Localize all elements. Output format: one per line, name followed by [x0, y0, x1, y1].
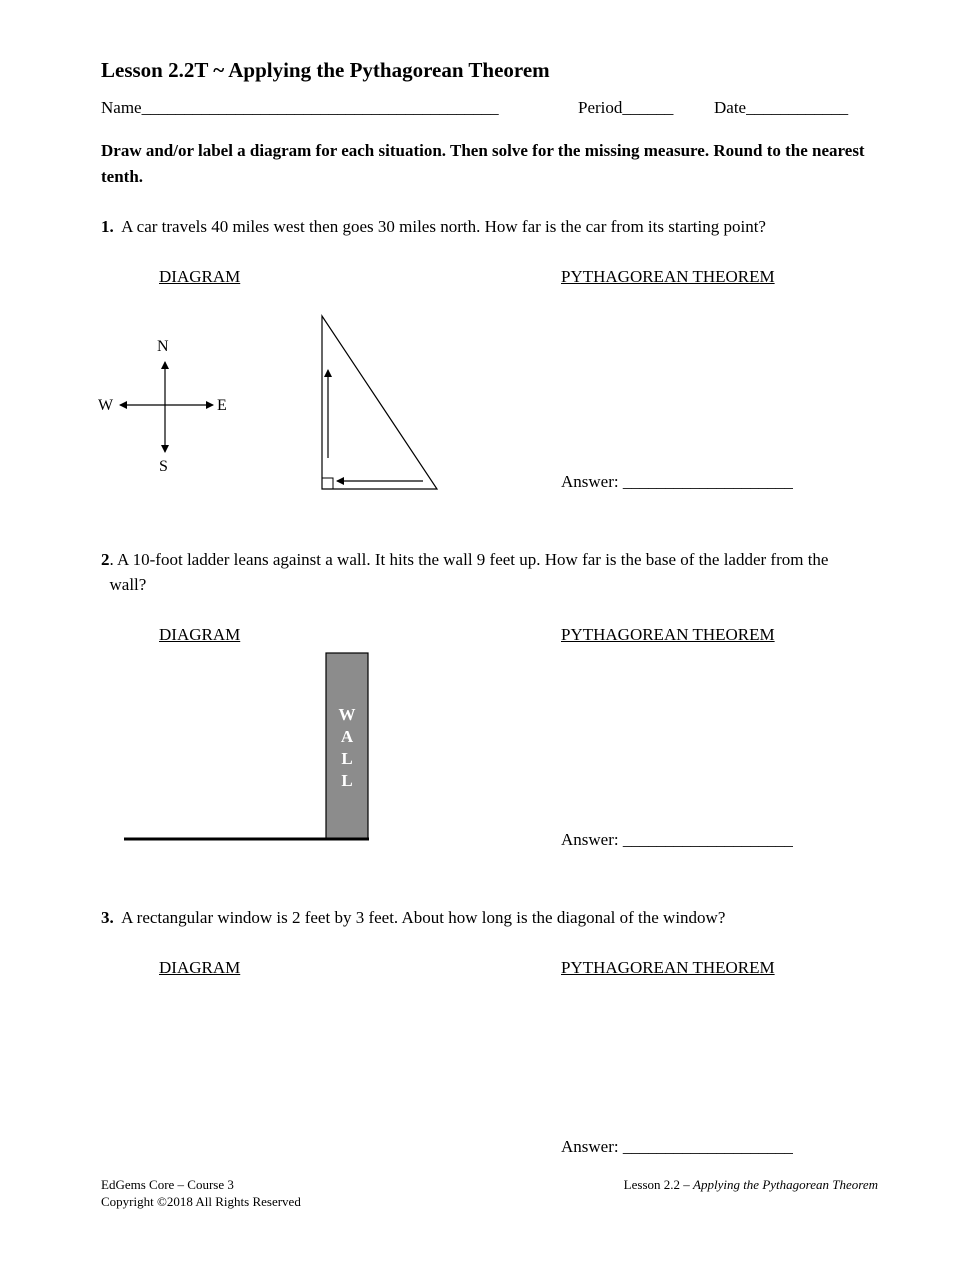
wall-letter: W: [338, 705, 356, 724]
wall-letter: L: [341, 749, 353, 768]
question-1: [101, 214, 891, 239]
question-2: [101, 547, 891, 597]
diagram-heading: DIAGRAM: [159, 267, 241, 286]
theorem-heading: PYTHAGOREAN THEOREM: [561, 267, 775, 286]
date-field[interactable]: Date____________: [714, 98, 849, 117]
page-title: Lesson 2.2T ~ Applying the Pythagorean Theorem: [101, 58, 550, 82]
footer-right: [624, 1176, 878, 1193]
compass-west-label: W: [98, 397, 114, 414]
compass-east-label: E: [217, 397, 227, 414]
name-field[interactable]: Name__________________________________________: [101, 98, 499, 117]
wall-letter: L: [341, 771, 353, 790]
question-number: 3.: [101, 908, 114, 927]
diagram-heading: DIAGRAM: [159, 958, 241, 977]
answer-line-2[interactable]: Answer: ____________________: [561, 830, 793, 849]
compass-north-label: N: [157, 338, 169, 355]
footer-copyright: Copyright ©2018 All Rights Reserved: [101, 1194, 301, 1209]
question-number: 1.: [101, 217, 114, 236]
period-field[interactable]: Period______: [578, 98, 674, 117]
right-triangle-diagram: [315, 310, 445, 495]
footer-lesson-title: Applying the Pythagorean Theorem: [693, 1177, 878, 1192]
question-text: . A 10-foot ladder leans against a wall. It hits the wall 9 feet up. How far is the base of the ladder from the wall?: [109, 550, 829, 594]
compass-south-label: S: [159, 458, 168, 475]
question-3: [101, 905, 891, 930]
wall-label: [326, 704, 368, 792]
question-text: A rectangular window is 2 feet by 3 feet. About how long is the diagonal of the window?: [121, 908, 726, 927]
footer-left: [101, 1176, 301, 1210]
compass-diagram: [112, 355, 222, 460]
theorem-heading: PYTHAGOREAN THEOREM: [561, 625, 775, 644]
footer-lesson: Lesson 2.2 –: [623, 1177, 694, 1192]
answer-line-3[interactable]: Answer: ____________________: [561, 1137, 793, 1156]
instructions: Draw and/or label a diagram for each situation. Then solve for the missing measure. Round to the nearest tenth.: [101, 141, 865, 186]
answer-line-1[interactable]: Answer: ____________________: [561, 472, 793, 491]
footer-course: EdGems Core – Course 3: [101, 1177, 234, 1192]
question-text: A car travels 40 miles west then goes 30 miles north. How far is the car from its starting point?: [121, 217, 766, 236]
diagram-heading: DIAGRAM: [159, 625, 241, 644]
wall-letter: A: [340, 727, 354, 746]
theorem-heading: PYTHAGOREAN THEOREM: [561, 958, 775, 977]
question-number: 2: [101, 550, 110, 569]
